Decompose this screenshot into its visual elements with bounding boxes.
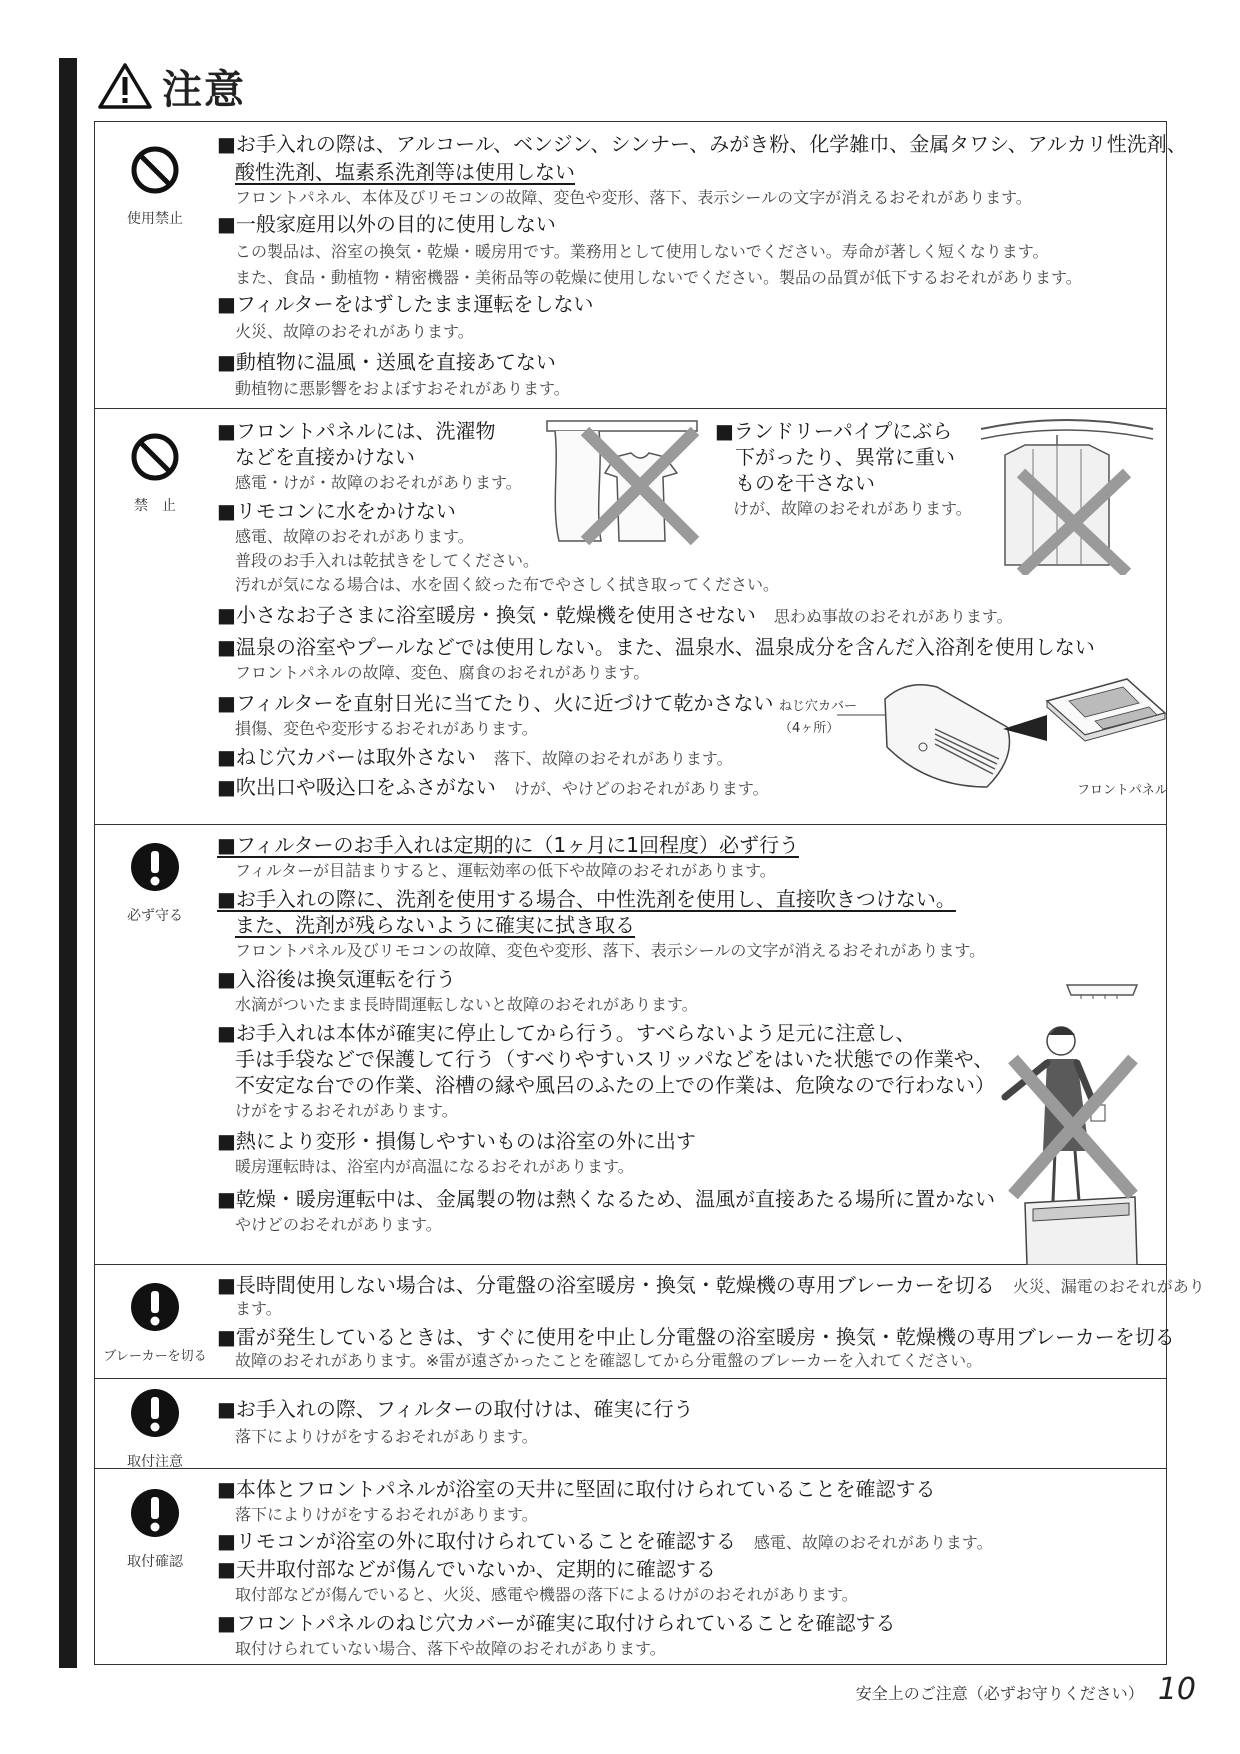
caution-heading-cont: 手は手袋などで保護して行う（すべりやすいスリッパなどをはいた状態での作業や、 [235,1047,994,1071]
section-label: 取付確認 [127,1554,183,1570]
section-label: 禁 止 [134,498,176,514]
caution-detail: 落下によりけがをするおそれがあります。 [235,1427,538,1446]
mandatory-exclamation-icon [129,1387,181,1439]
caution-heading: ■一般家庭用以外の目的に使用しない [217,212,556,236]
section-icon-column [95,1265,215,1364]
laundry-on-panel-illustration [545,417,705,547]
prohibited-icon [129,431,181,483]
page-footer [856,1672,1196,1707]
caution-heading: ■リモコンが浴室の外に取付けられていることを確認する 感電、故障のおそれがあります。 [217,1529,993,1553]
callout-front-panel: フロントパネル [1077,783,1168,798]
caution-detail: 汚れが気になる場合は、水を固く絞った布でやさしく拭き取ってください。 [235,575,780,594]
caution-heading: ■長時間使用しない場合は、分電盤の浴室暖房・換気・乾燥機の専用ブレーカーを切る 火災、漏電のおそれがあり [217,1273,1205,1297]
caution-heading-cont: ものを干さない [735,471,875,495]
section-label: 必ず守る [127,908,183,924]
caution-detail: 感電・けが・故障のおそれがあります。 [235,473,522,492]
section-must-follow [94,825,1167,1265]
caution-heading: ■本体とフロントパネルが浴室の天井に堅固に取付けられていることを確認する [217,1477,936,1501]
caution-heading: ■お手入れの際は、アルコール、ベンジン、シンナー、みがき粉、化学雑巾、金属タワシ、アルカリ性洗剤、 [217,132,1187,156]
caution-detail: 損傷、変色や変形するおそれがあります。 [235,719,538,738]
section-label: 取付注意 [127,1454,183,1470]
caution-heading: ■動植物に温風・送風を直接あてない [217,350,556,374]
caution-detail: フロントパネル、本体及びリモコンの故障、変色や変形、落下、表示シールの文字が消えるおそれがあります。 [235,188,1032,207]
callout-screw-cover: ねじ穴カバー [779,699,858,714]
caution-heading: ■お手入れは本体が確実に停止してから行う。すべらないよう足元に注意し、 [217,1021,916,1045]
section-prohibited [94,409,1167,825]
caution-heading: ■フロントパネルのねじ穴カバーが確実に取付けられていることを確認する [217,1611,896,1635]
caution-detail: 取付部などが傷んでいると、火災、感電や機器の落下によるけがのおそれがあります。 [235,1585,858,1604]
caution-heading: ■入浴後は換気運転を行う [217,967,456,991]
caution-detail: フロントパネル及びリモコンの故障、変色や変形、落下、表示シールの文字が消えるおそれがあります。 [235,941,986,960]
caution-heading: ■小さなお子さまに浴室暖房・換気・乾燥機を使用させない 思わぬ事故のおそれがあります。 [217,603,1013,627]
hanging-laundry-illustration [977,415,1157,575]
caution-heading: ■フィルターをはずしたまま運転をしない [217,292,594,316]
section-usage-prohibited [94,122,1187,409]
caution-heading-cont: 酸性洗剤、塩素系洗剤等は使用しない [235,160,575,184]
page-side-bar [59,58,77,1668]
section-install-caution [94,1379,1167,1469]
warning-triangle-icon [98,62,152,110]
caution-heading-cont: また、洗剤が残らないように確実に拭き取る [235,913,635,937]
page-title: 注意 [162,66,246,113]
caution-detail: 火災、故障のおそれがあります。 [235,322,474,341]
caution-heading-cont: などを直接かけない [235,445,415,469]
mandatory-exclamation-icon [129,1281,181,1333]
section-icon-column [95,1379,215,1471]
mandatory-exclamation-icon [129,1487,181,1539]
caution-heading: ■熱により変形・損傷しやすいものは浴室の外に出す [217,1129,696,1153]
caution-detail: 動植物に悪影響をおよぼすおそれがあります。 [235,379,570,398]
caution-heading: ■リモコンに水をかけない [217,499,456,523]
caution-detail: この製品は、浴室の換気・乾燥・暖房用です。業務用として使用しないでください。寿命が著しく短くなります。 [235,242,1049,261]
prohibited-icon [129,144,181,196]
caution-heading: ■天井取付部などが傷んでいないか、定期的に確認する [217,1557,716,1581]
section-label: 使用禁止 [127,211,183,227]
caution-detail: 水滴がついたまま長時間運転しないと故障のおそれがあります。 [235,995,698,1014]
page-header [98,60,246,112]
caution-detail: 故障のおそれがあります。※雷が遠ざかったことを確認してから分電盤のブレーカーを入れてください。 [235,1351,983,1370]
front-panel-detail-illustration [777,677,1167,797]
caution-heading-cont: 下がったり、異常に重い [735,445,955,469]
page-number: 10 [1157,1672,1196,1707]
section-install-check [94,1469,1167,1665]
footer-section-title: 安全上のご注意（必ずお守りください） [855,1684,1144,1703]
caution-heading-cont: 不安定な台での作業、浴槽の縁や風呂のふたの上での作業は、危険なので行わない） [235,1073,995,1097]
caution-heading: ■ねじ穴カバーは取外さない 落下、故障のおそれがあります。 [217,745,733,769]
caution-heading: ■お手入れの際、フィルターの取付けは、確実に行う [217,1397,694,1421]
caution-heading: ■ランドリーパイプにぶら [715,419,953,443]
caution-heading: ■温泉の浴室やプールなどでは使用しない。また、温泉水、温泉成分を含んだ入浴剤を使用しない [217,635,1095,659]
caution-detail: ます。 [235,1299,282,1318]
caution-table [94,121,1205,1665]
section-icon-column [95,409,215,515]
caution-detail: 感電、故障のおそれがあります。 [235,527,474,546]
caution-detail: けがをするおそれがあります。 [235,1101,458,1120]
caution-heading: ■お手入れの際に、洗剤を使用する場合、中性洗剤を使用し、直接吹きつけない。 [217,887,956,911]
caution-detail: やけどのおそれがあります。 [235,1215,442,1234]
caution-detail: 普段のお手入れは乾拭きをしてください。 [235,551,540,570]
caution-detail: また、食品・動植物・精密機器・美術品等の乾燥に使用しないでください。製品の品質が低下するおそれがあります。 [235,268,1082,287]
caution-detail: 落下によりけがをするおそれがあります。 [235,1505,538,1524]
section-icon-column [95,122,215,228]
caution-heading: ■乾燥・暖房運転中は、金属製の物は熱くなるため、温風が直接あたる場所に置かない [217,1187,996,1211]
caution-detail: けが、故障のおそれがあります。 [733,499,972,518]
caution-detail: 取付けられていない場合、落下や故障のおそれがあります。 [235,1639,666,1658]
callout-count: （4ヶ所） [779,721,840,736]
mandatory-exclamation-icon [129,841,181,893]
caution-heading: ■フィルターのお手入れは定期的に（1ヶ月に1回程度）必ず行う [217,833,799,857]
section-icon-column [95,1469,215,1571]
caution-heading: ■吹出口や吸込口をふさがない けが、やけどのおそれがあります。 [217,775,769,799]
caution-detail: フィルターが目詰まりすると、運転効率の低下や故障のおそれがあります。 [235,861,776,880]
unsafe-footing-illustration [987,975,1157,1265]
caution-detail: フロントパネルの故障、変色、腐食のおそれがあります。 [235,663,650,682]
section-breaker-off [94,1265,1205,1379]
section-icon-column [95,825,215,925]
caution-heading: ■雷が発生しているときは、すぐに使用を中止し分電盤の浴室暖房・換気・乾燥機の専用ブレーカーを切る [217,1325,1175,1349]
caution-heading: ■フィルターを直射日光に当てたり、火に近づけて乾かさない [217,691,774,715]
section-label: ブレーカーを切る [103,1349,207,1364]
caution-detail: 暖房運転時は、浴室内が高温になるおそれがあります。 [235,1157,634,1176]
caution-heading: ■フロントパネルには、洗濯物 [217,419,496,443]
